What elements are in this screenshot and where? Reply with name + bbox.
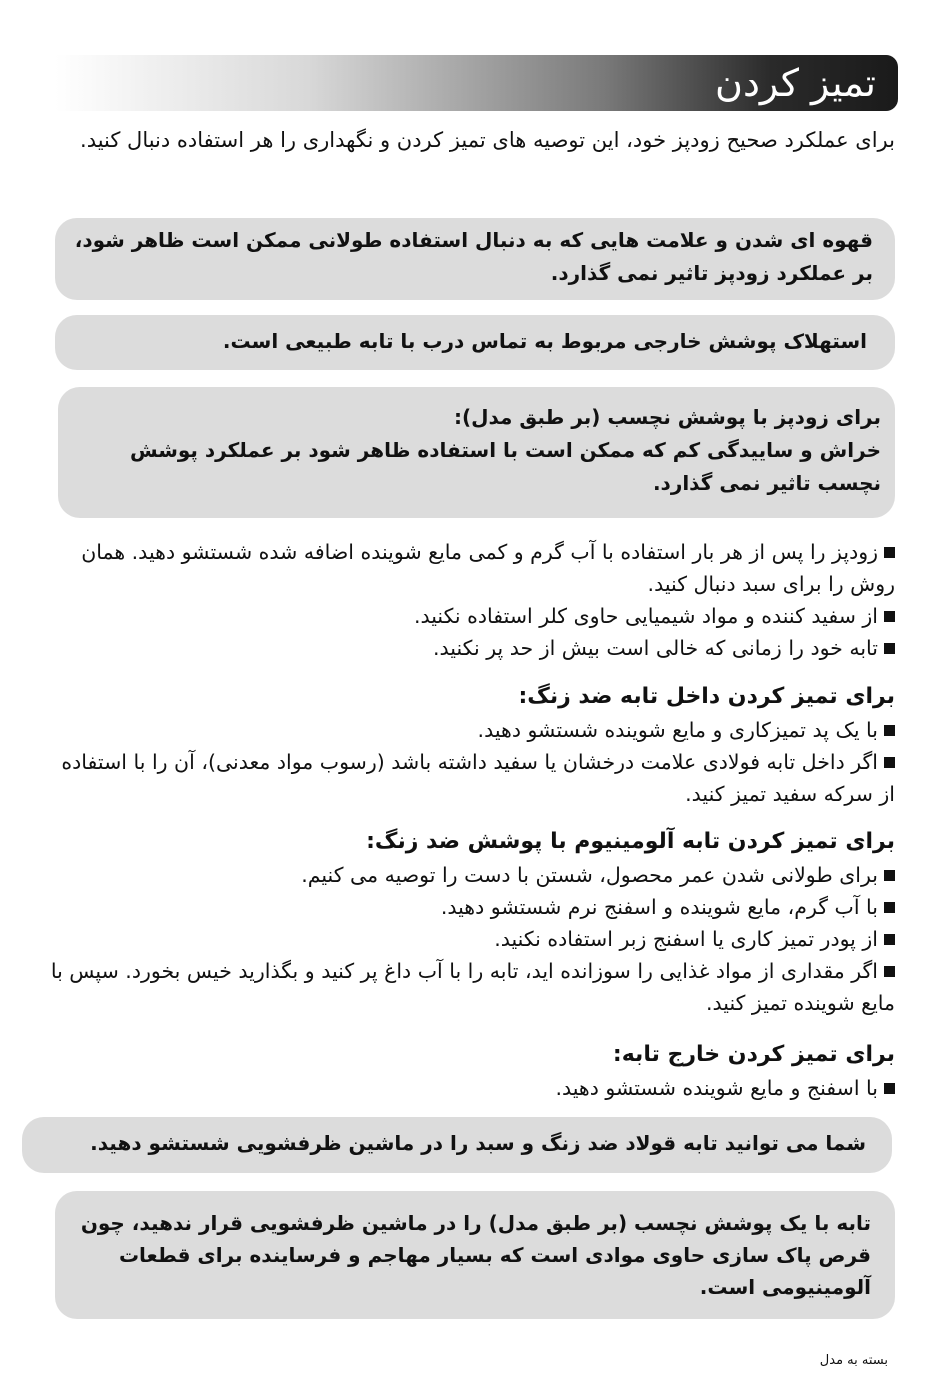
note-line: استهلاک پوشش خارجی مربوط به تماس درب با تابه طبیعی است. (222, 329, 867, 353)
intro-paragraph: برای عملکرد صحیح زودپز خود، این توصیه های تمیز کردن و نگهداری را هر استفاده دنبال کنید. (80, 128, 895, 152)
bullet-square-icon (884, 757, 895, 768)
list-item (50, 536, 895, 600)
list-item-text: تابه خود را زمانی که خالی است بیش از حد پر نکنید. (433, 636, 878, 660)
list-item (50, 859, 895, 891)
note-dishwasher-ok (22, 1117, 892, 1173)
note-line: خراش و ساییدگی کم که ممکن است با استفاده ظاهر شود بر عملکرد پوشش (129, 438, 881, 462)
bullet-square-icon (884, 934, 895, 945)
footnote: بسته به مدل (819, 1353, 888, 1368)
note-wear (55, 315, 895, 370)
note-line: نچسب تاثیر نمی گذارد. (652, 471, 881, 495)
list-item-text: زودپز را پس از هر بار استفاده با آب گرم و کمی مایع شوینده اضافه شده شستشو دهید. همان روش را برای سبد دنبال کنید. (81, 540, 895, 596)
list-item (50, 955, 895, 1019)
note-line: شما می توانید تابه قولاد ضد زنگ و سبد را در ماشین ظرفشویی شستشو دهید. (90, 1131, 866, 1155)
aluminium-section (50, 825, 895, 1019)
bullet-square-icon (884, 870, 895, 881)
bullet-square-icon (884, 611, 895, 622)
note-line: قرص پاک سازی حاوی موادی است که بسیار مهاجم و فرساینده برای قطعات (118, 1243, 871, 1267)
list-item (50, 746, 895, 810)
list-item-text: برای طولانی شدن عمر محصول، شستن با دست را توصیه می کنیم. (301, 863, 878, 887)
list-item (50, 1072, 895, 1104)
bullet-square-icon (884, 1083, 895, 1094)
bullet-square-icon (884, 725, 895, 736)
note-line: بر عملکرد زودپز تاثیر نمی گذارد. (550, 261, 873, 285)
note-dishwasher-warning (55, 1191, 895, 1319)
outside-section (50, 1038, 895, 1104)
note-nonstick (58, 387, 895, 518)
list-item (50, 714, 895, 746)
list-item-text: با آب گرم، مایع شوینده و اسفنج نرم شستشو دهید. (440, 895, 878, 919)
list-item (50, 923, 895, 955)
list-item-text: با اسفنج و مایع شوینده شستشو دهید. (555, 1076, 878, 1100)
list-item-text: از پودر تمیز کاری یا اسفنج زبر استفاده نکنید. (494, 927, 878, 951)
list-item (50, 600, 895, 632)
section-heading: برای تمیز کردن داخل تابه ضد زنگ: (518, 684, 895, 709)
list-item-text: با یک پد تمیزکاری و مایع شوینده شستشو دهید. (477, 718, 878, 742)
section-heading: برای تمیز کردن خارج تابه: (612, 1042, 895, 1067)
note-line: قهوه ای شدن و علامت هایی که به دنبال استفاده طولانی ممکن است ظاهر شود، (74, 228, 873, 252)
section-header-bar (55, 55, 898, 111)
bullet-square-icon (884, 547, 895, 558)
bullet-square-icon (884, 643, 895, 654)
bullet-square-icon (884, 902, 895, 913)
list-item-text: اگر مقداری از مواد غذایی را سوزانده اید، تابه را با آب داغ پر کنید و بگذارید خیس بخورد. سپس با مایع شوینده تمیز کنید. (50, 959, 895, 1015)
section-heading: برای تمیز کردن تابه آلومینیوم با پوشش ضد زنگ: (366, 829, 895, 854)
note-discoloration (55, 218, 895, 300)
note-line: آلومینیومی است. (699, 1275, 871, 1299)
general-instructions (50, 536, 895, 664)
list-item-text: اگر داخل تابه فولادی علامت درخشان یا سفید داشته باشد (رسوب مواد معدنی)، آن را با استفاده از سرکه سفید تمیز کنید. (61, 750, 895, 806)
stainless-section (50, 680, 895, 810)
note-line: تابه با یک پوشش نچسب (بر طبق مدل) را در ماشین ظرفشویی قرار ندهید، چون (80, 1211, 871, 1235)
bullet-square-icon (884, 966, 895, 977)
list-item (50, 632, 895, 664)
list-item (50, 891, 895, 923)
note-line: برای زودپز با پوشش نچسب (بر طبق مدل): (453, 405, 881, 429)
list-item-text: از سفید کننده و مواد شیمیایی حاوی کلر استفاده نکنید. (413, 604, 878, 628)
page-title: تمیز کردن (715, 61, 876, 105)
